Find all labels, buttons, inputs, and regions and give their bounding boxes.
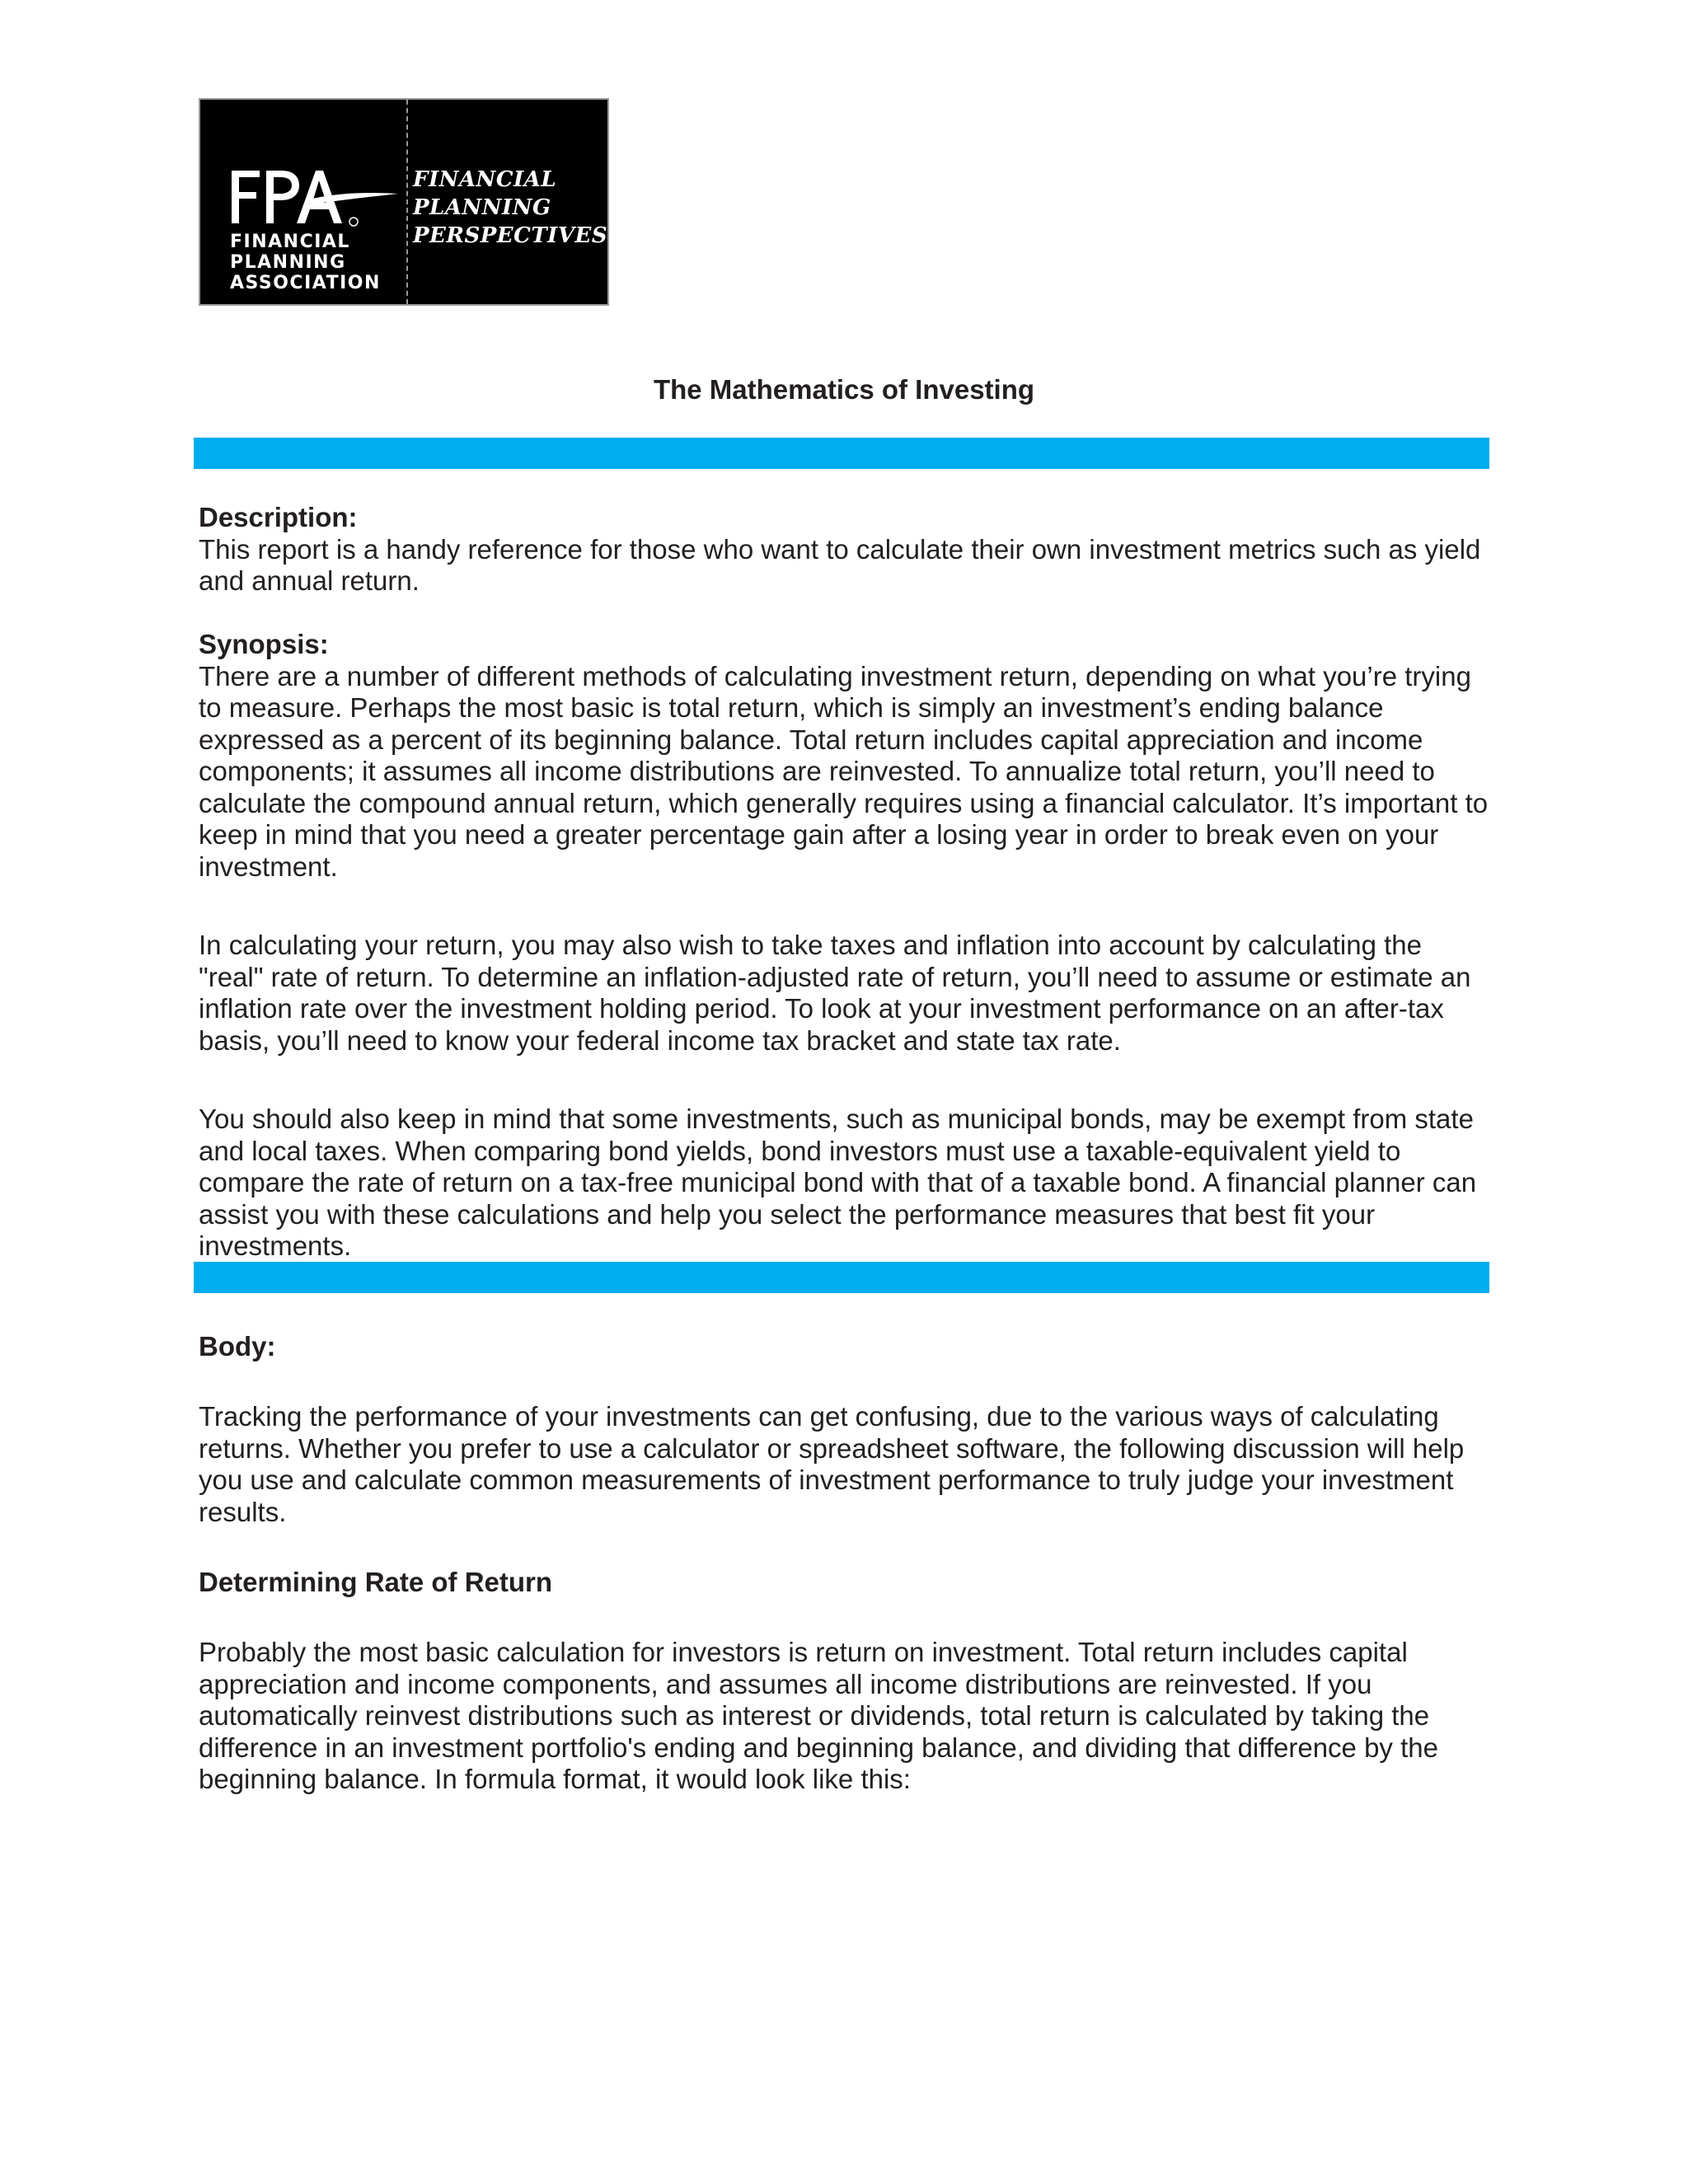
logo-publication-line: PERSPECTIVES	[413, 223, 608, 248]
rate-of-return-text-block	[199, 1637, 1489, 1796]
logo-publication-line: FINANCIAL	[413, 167, 557, 192]
description-section	[199, 502, 1489, 598]
synopsis-paragraph: There are a number of different methods of calculating investment return, depending on what you’re trying to measure. Perhaps the most basic is total return, which is simply an investment’s ending balance expressed as a percent of its beginning balance. Total return includes capital appreciation and income components; it assumes all income distributions are reinvested. To annualize total return, you’ll need to calculate the compound annual return, which generally requires using a financial calculator. It’s important to keep in mind that you need a greater percentage gain after a losing year in order to break even on your investment.	[199, 660, 1489, 882]
body-intro-text: Tracking the performance of your investments can get confusing, due to the various ways of calculating returns. Whether you prefer to use a calculator or spreadsheet software, the following discussion will help you use and calculate common measurements of investment performance to truly judge your investment results.	[199, 1401, 1465, 1527]
logo-org-line: ASSOCIATION	[230, 273, 381, 293]
synopsis-paragraph: You should also keep in mind that some investments, such as municipal bonds, may be exempt from state and local taxes. When comparing bond yields, bond investors must use a taxable-equivalent yield to compare the rate of return on a tax-free municipal bond with that of a taxable bond. A financial planner can assist you with these calculations and help you select the performance measures that best fit your investments.	[199, 1104, 1477, 1261]
synopsis-paragraph: In calculating your return, you may also wish to take taxes and inflation into account by calculating the "real" rate of return. To determine an inflation-adjusted rate of return, you’ll need to assume or estimate an inflation rate over the investment holding period. To look at your investment performance on an after-tax basis, you’ll need to know your federal income tax bracket and state tax rate.	[199, 930, 1471, 1056]
document-title: The Mathematics of Investing	[653, 374, 1035, 405]
rate-of-return-text: Probably the most basic calculation for investors is return on investment. Total return includes capital appreciation and income components, and assumes all income distributions are reinvested. If you automatically reinvest distributions such as interest or dividends, total return is calculated by taking the difference in an investment portfolio's ending and beginning balance, and dividing that difference by the beginning balance. In formula format, it would look like this:	[199, 1637, 1438, 1794]
logo-org-line: PLANNING	[230, 252, 346, 273]
body-heading: Body:	[199, 1331, 276, 1361]
synopsis-section	[199, 629, 1489, 883]
synopsis-section-2	[199, 930, 1489, 1057]
fpa-logo-mark-icon	[230, 164, 399, 230]
logo-organization-name	[230, 232, 381, 293]
logo-org-line: FINANCIAL	[230, 232, 350, 252]
logo-divider	[406, 100, 408, 304]
description-heading: Description:	[199, 502, 358, 532]
accent-bar-bottom	[194, 1262, 1489, 1293]
fpa-logo	[199, 98, 609, 306]
synopsis-section-3	[199, 1104, 1489, 1263]
logo-publication-name	[413, 166, 607, 250]
rate-of-return-heading-block	[199, 1567, 1489, 1599]
logo-publication-line: PLANNING	[413, 195, 551, 220]
body-intro-block	[199, 1401, 1489, 1528]
accent-bar-top	[194, 438, 1489, 469]
synopsis-heading: Synopsis:	[199, 629, 329, 659]
rate-of-return-heading: Determining Rate of Return	[199, 1567, 553, 1597]
description-text: This report is a handy reference for those who want to calculate their own investment metrics such as yield and annual return.	[199, 533, 1481, 596]
body-heading-block	[199, 1331, 1489, 1363]
